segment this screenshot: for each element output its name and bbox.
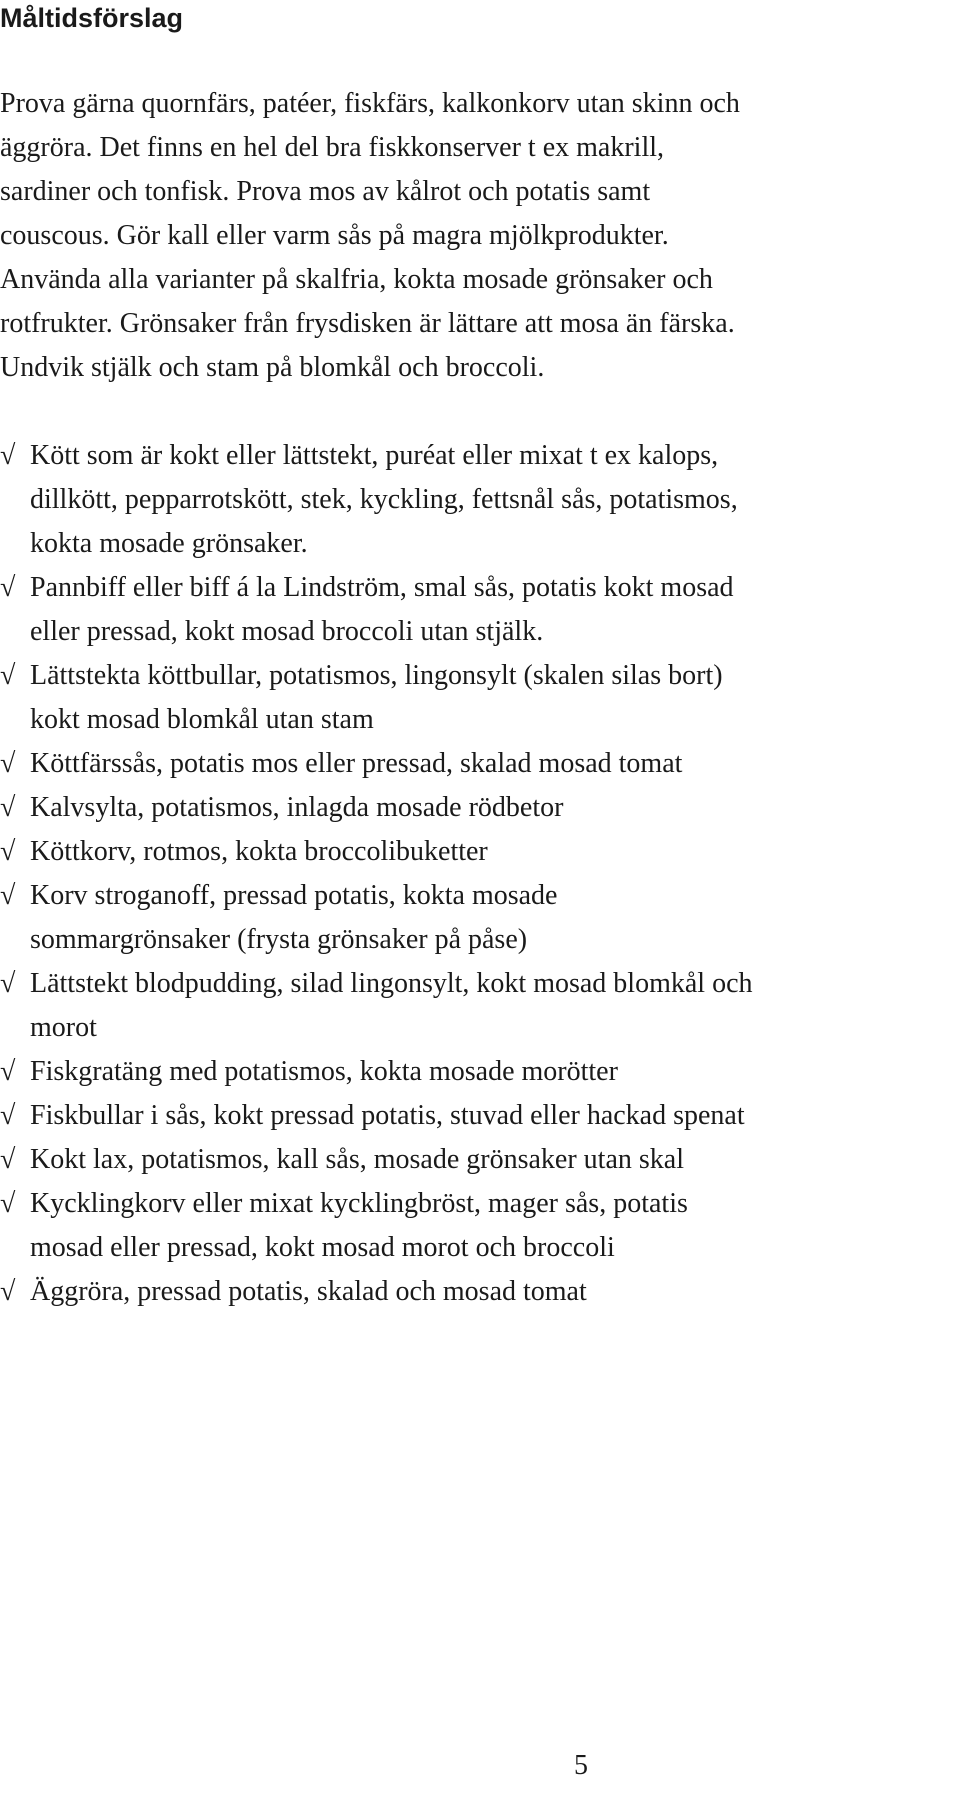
- meal-suggestion-item: [0, 1182, 960, 1270]
- page-number: 5: [574, 1750, 588, 1781]
- checkmark-icon: √: [0, 440, 16, 471]
- checkmark-icon: √: [0, 660, 16, 691]
- intro-line: äggröra. Det finns en hel del bra fiskkonserver t ex makrill,: [0, 132, 665, 163]
- meal-suggestion-item: [0, 654, 960, 742]
- meal-suggestion-item: [0, 874, 960, 962]
- meal-suggestion-line: mosad eller pressad, kokt mosad morot och broccoli: [30, 1232, 615, 1263]
- meal-suggestion-line: kokta mosade grönsaker.: [30, 528, 308, 559]
- meal-suggestion-line: Kokt lax, potatismos, kall sås, mosade grönsaker utan skal: [30, 1144, 684, 1175]
- meal-suggestion-item: [0, 1094, 960, 1138]
- meal-suggestion-line: Köttfärssås, potatis mos eller pressad, skalad mosad tomat: [30, 748, 683, 779]
- meal-suggestion-line: Lättstekt blodpudding, silad lingonsylt, kokt mosad blomkål och: [30, 968, 753, 999]
- intro-paragraph: [0, 82, 960, 390]
- meal-suggestion-line: eller pressad, kokt mosad broccoli utan stjälk.: [30, 616, 544, 647]
- meal-suggestion-item: [0, 962, 960, 1050]
- meal-suggestion-line: Kalvsylta, potatismos, inlagda mosade rödbetor: [30, 792, 564, 823]
- checkmark-icon: √: [0, 836, 16, 867]
- meal-suggestion-item: [0, 742, 960, 786]
- meal-suggestion-line: morot: [30, 1012, 97, 1043]
- meal-suggestion-item: [0, 566, 960, 654]
- checkmark-icon: √: [0, 1100, 16, 1131]
- meal-suggestion-line: sommargrönsaker (frysta grönsaker på påse): [30, 924, 528, 955]
- meal-suggestion-item: [0, 830, 960, 874]
- meal-suggestion-line: Köttkorv, rotmos, kokta broccolibuketter: [30, 836, 488, 867]
- meal-suggestion-line: Kött som är kokt eller lättstekt, puréat eller mixat t ex kalops,: [30, 440, 719, 471]
- checkmark-icon: √: [0, 1188, 16, 1219]
- meal-suggestion-line: kokt mosad blomkål utan stam: [30, 704, 374, 735]
- meal-suggestion-line: Äggröra, pressad potatis, skalad och mosad tomat: [30, 1276, 587, 1307]
- intro-line: Undvik stjälk och stam på blomkål och broccoli.: [0, 352, 545, 383]
- meal-suggestion-line: Kycklingkorv eller mixat kycklingbröst, mager sås, potatis: [30, 1188, 688, 1219]
- meal-suggestion-line: dillkött, pepparrotskött, stek, kyckling, fettsnål sås, potatismos,: [30, 484, 738, 515]
- meal-suggestion-item: [0, 434, 960, 566]
- meal-suggestion-line: Pannbiff eller biff á la Lindström, smal sås, potatis kokt mosad: [30, 572, 734, 603]
- meal-suggestion-line: Fiskgratäng med potatismos, kokta mosade morötter: [30, 1056, 618, 1087]
- meal-suggestion-item: [0, 1050, 960, 1094]
- checkmark-icon: √: [0, 968, 16, 999]
- page-title: Måltidsförslag: [0, 3, 184, 33]
- meal-suggestion-line: Lättstekta köttbullar, potatismos, lingonsylt (skalen silas bort): [30, 660, 723, 691]
- meal-suggestion-item: [0, 786, 960, 830]
- meal-suggestion-list: [0, 434, 960, 1314]
- checkmark-icon: √: [0, 572, 16, 603]
- checkmark-icon: √: [0, 1144, 16, 1175]
- checkmark-icon: √: [0, 748, 16, 779]
- checkmark-icon: √: [0, 1056, 16, 1087]
- intro-line: sardiner och tonfisk. Prova mos av kålrot och potatis samt: [0, 176, 651, 207]
- checkmark-icon: √: [0, 1276, 16, 1307]
- checkmark-icon: √: [0, 880, 16, 911]
- checkmark-icon: √: [0, 792, 16, 823]
- intro-line: Prova gärna quornfärs, patéer, fiskfärs, kalkonkorv utan skinn och: [0, 88, 740, 119]
- intro-line: rotfrukter. Grönsaker från frysdisken är lättare att mosa än färska.: [0, 308, 735, 339]
- meal-suggestion-item: [0, 1270, 960, 1314]
- intro-line: Använda alla varianter på skalfria, kokta mosade grönsaker och: [0, 264, 713, 295]
- meal-suggestion-line: Korv stroganoff, pressad potatis, kokta mosade: [30, 880, 558, 911]
- meal-suggestion-line: Fiskbullar i sås, kokt pressad potatis, stuvad eller hackad spenat: [30, 1100, 745, 1131]
- intro-line: couscous. Gör kall eller varm sås på magra mjölkprodukter.: [0, 220, 669, 251]
- meal-suggestion-item: [0, 1138, 960, 1182]
